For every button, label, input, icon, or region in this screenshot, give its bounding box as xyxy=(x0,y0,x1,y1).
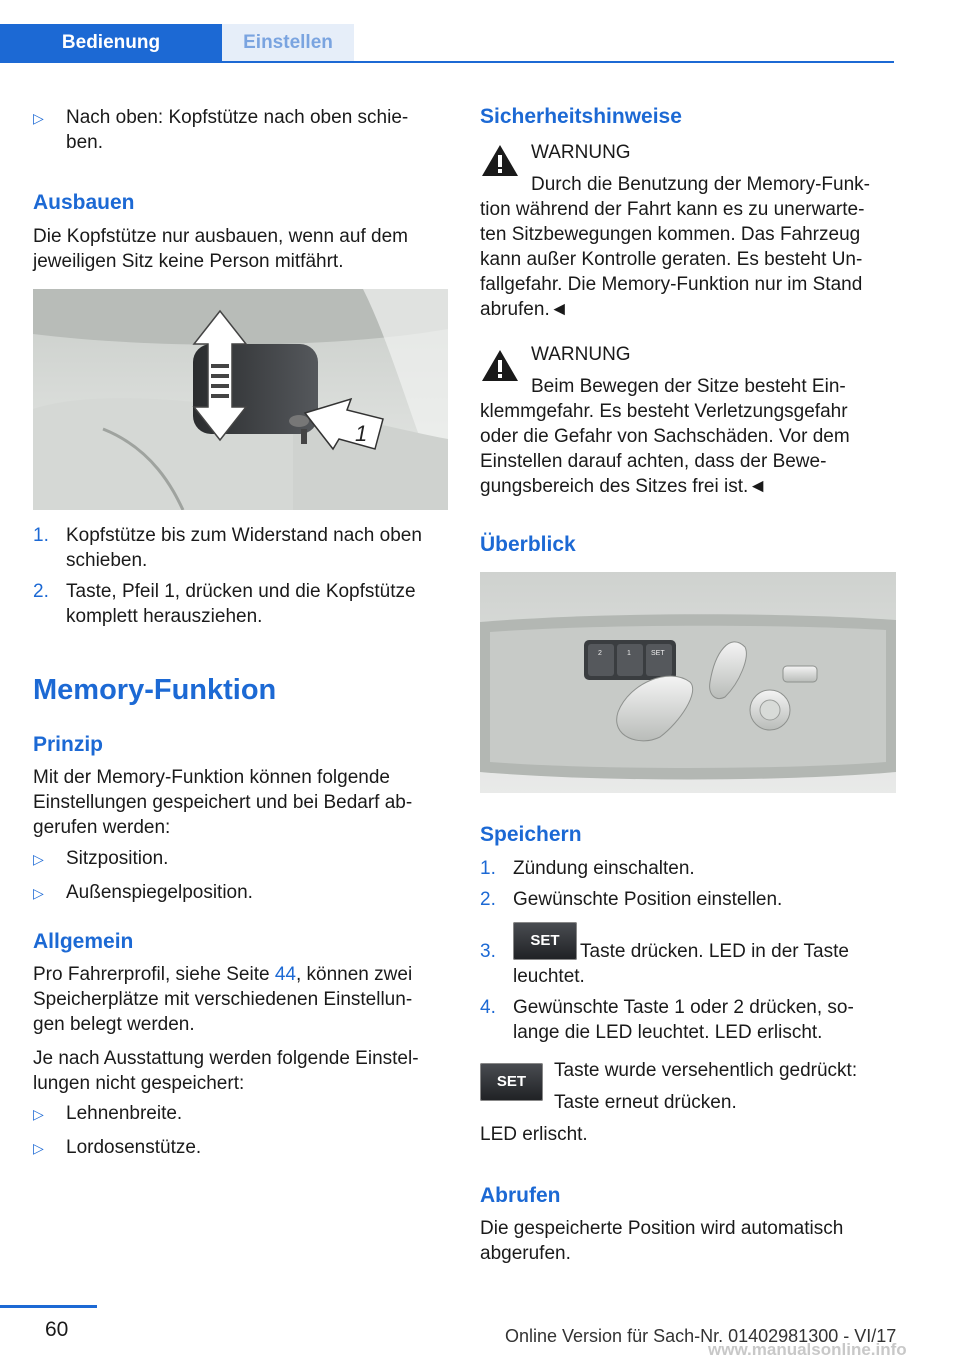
heading-ueberblick: Überblick xyxy=(480,533,576,556)
step-text: Gewünschte Taste 1 oder 2 drücken, so- xyxy=(513,997,854,1018)
warning-text: tion während der Fahrt kann es zu unerwarte- xyxy=(480,199,865,220)
bullet-text: ben. xyxy=(66,132,103,153)
paragraph: gen belegt werden. xyxy=(33,1014,195,1035)
warning-text: gungsbereich des Sitzes frei ist.◄ xyxy=(480,476,768,497)
bullet-triangle-icon: ▷ xyxy=(33,1140,44,1156)
bullet-triangle-icon: ▷ xyxy=(33,885,44,901)
note-text: Taste wurde versehentlich gedrückt: xyxy=(554,1060,858,1081)
warning-text: Beim Bewegen der Sitze besteht Ein- xyxy=(531,376,846,397)
list-item: Lehnenbreite. xyxy=(66,1103,183,1124)
paragraph: Einstellungen gespeichert und bei Bedarf ab- xyxy=(33,792,413,813)
warning-text: ten Sitzbewegungen kommen. Das Fahrzeug xyxy=(480,224,861,245)
step-text: komplett herausziehen. xyxy=(66,606,263,627)
warning-text: kann außer Kontrolle geraten. Es besteht Un- xyxy=(480,249,863,270)
step-text: schieben. xyxy=(66,550,148,571)
step-text: lange die LED leuchtet. LED erlischt. xyxy=(513,1022,823,1043)
tab-bedienung[interactable]: Bedienung xyxy=(0,24,222,61)
bullet-triangle-icon: ▷ xyxy=(33,110,44,126)
text: , können zwei xyxy=(295,964,413,985)
note-text: Taste erneut drücken. xyxy=(554,1092,737,1113)
warning-icon xyxy=(480,348,520,384)
seat-controls-photo xyxy=(480,572,896,793)
online-version-text: Online Version für Sach-Nr. 01402981300 - VI/17 xyxy=(505,1326,897,1346)
bullet-text: Nach oben: Kopfstütze nach oben schie- xyxy=(66,107,409,128)
arrow-label-1: 1 xyxy=(355,421,368,446)
step-number: 4. xyxy=(480,997,496,1018)
page-link[interactable]: 44 xyxy=(274,964,296,985)
tab-einstellen[interactable]: Einstellen xyxy=(222,24,354,61)
warning-text: fallgefahr. Die Memory-Funktion nur im Stand xyxy=(480,274,863,295)
paragraph: Speicherplätze mit verschiedenen Einstellun- xyxy=(33,989,413,1010)
section-tabs xyxy=(0,24,894,63)
warning-title: WARNUNG xyxy=(531,142,631,163)
step-text: Kopfstütze bis zum Widerstand nach oben xyxy=(66,525,422,546)
memory-button-1-label: 1 xyxy=(627,650,631,657)
bullet-triangle-icon: ▷ xyxy=(33,1106,44,1122)
bullet-triangle-icon: ▷ xyxy=(33,851,44,867)
warning-icon xyxy=(480,143,520,179)
step-number: 2. xyxy=(480,889,496,910)
heading-memory-funktion: Memory-Funktion xyxy=(33,674,277,706)
list-item: Außenspiegelposition. xyxy=(66,882,253,903)
list-item: Sitzposition. xyxy=(66,848,169,869)
paragraph: Die Kopfstütze nur ausbauen, wenn auf dem xyxy=(33,226,408,247)
paragraph: gerufen werden: xyxy=(33,817,171,838)
paragraph: abgerufen. xyxy=(480,1243,571,1264)
step-text: Gewünschte Position einstellen. xyxy=(513,889,783,910)
step-text: Taste drücken. LED in der Taste xyxy=(580,941,849,962)
paragraph: Die gespeicherte Position wird automatisch xyxy=(480,1218,844,1239)
warning-text: klemmgefahr. Es besteht Verletzungsgefahr xyxy=(480,401,848,422)
paragraph: Je nach Ausstattung werden folgende Einstel- xyxy=(33,1048,419,1069)
warning-text: Einstellen darauf achten, dass der Bewe- xyxy=(480,451,827,472)
step-text: Taste, Pfeil 1, drücken und die Kopfstütze xyxy=(66,581,416,602)
step-number: 2. xyxy=(33,581,49,602)
paragraph: jeweiligen Sitz keine Person mitfährt. xyxy=(33,251,344,272)
set-button-label: SET xyxy=(651,650,665,657)
set-button-icon: SET xyxy=(513,922,577,960)
set-button-icon: SET xyxy=(480,1063,543,1101)
heading-allgemein: Allgemein xyxy=(33,930,134,953)
step-number: 1. xyxy=(33,525,49,546)
note-text: LED erlischt. xyxy=(480,1124,588,1145)
paragraph: lungen nicht gespeichert: xyxy=(33,1073,245,1094)
warning-title: WARNUNG xyxy=(531,344,631,365)
step-number: 3. xyxy=(480,941,496,962)
footer-rule xyxy=(0,1305,97,1308)
heading-sicherheitshinweise: Sicherheitshinweise xyxy=(480,105,682,128)
heading-prinzip: Prinzip xyxy=(33,733,104,756)
heading-abrufen: Abrufen xyxy=(480,1184,561,1207)
heading-speichern: Speichern xyxy=(480,823,582,846)
paragraph: Mit der Memory-Funktion können folgende xyxy=(33,767,390,788)
text: Pro Fahrerprofil, siehe Seite xyxy=(33,964,275,985)
watermark: www.manualsonline.info xyxy=(708,1340,907,1359)
warning-text: abrufen.◄ xyxy=(480,299,569,320)
warning-text: Durch die Benutzung der Memory-Funk- xyxy=(531,174,870,195)
warning-text: oder die Gefahr von Sachschäden. Vor dem xyxy=(480,426,850,447)
headrest-photo xyxy=(33,289,448,510)
step-text: Zündung einschalten. xyxy=(513,858,695,879)
heading-ausbauen: Ausbauen xyxy=(33,191,135,214)
paragraph xyxy=(33,962,412,987)
step-number: 1. xyxy=(480,858,496,879)
page-number: 60 xyxy=(45,1318,69,1341)
list-item: Lordosenstütze. xyxy=(66,1137,202,1158)
step-text: leuchtet. xyxy=(513,966,585,987)
memory-button-2-label: 2 xyxy=(598,650,602,657)
